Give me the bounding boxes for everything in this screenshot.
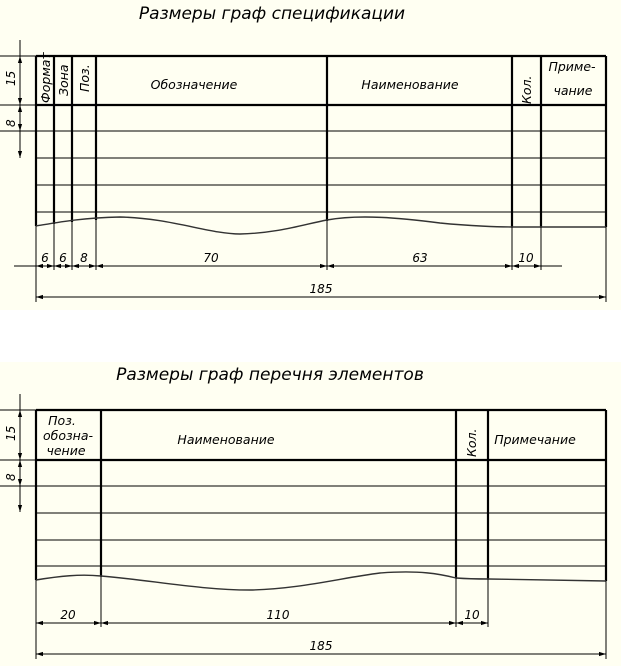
spec-dim-total: 185	[309, 282, 333, 296]
elements-dim-header-height: 15	[4, 425, 18, 441]
elements-header-pos-line1: Поз.	[48, 413, 76, 428]
spec-header-note-line2: чание	[553, 83, 593, 98]
elements-width-dimensions	[36, 576, 606, 659]
spec-break-line	[36, 217, 606, 234]
spec-dim-format: 6	[41, 251, 49, 265]
spec-dim-header-height: 15	[4, 70, 18, 86]
spec-header-note-line1: Приме-	[548, 59, 596, 74]
spec-header-format: Формат	[38, 52, 53, 103]
elements-row-lines	[36, 486, 606, 566]
spec-header-zone: Зона	[56, 64, 71, 96]
elements-dim-total: 185	[309, 639, 333, 653]
spec-height-dimension	[0, 40, 36, 158]
elements-height-dimension	[0, 394, 36, 512]
spec-dim-row-height: 8	[4, 119, 18, 127]
elements-dim-qty: 10	[464, 608, 480, 622]
elements-dim-row-height: 8	[4, 473, 18, 481]
elements-header-name: Наименование	[177, 432, 275, 447]
spec-header-designation: Обозначение	[150, 77, 238, 92]
spec-width-dimensions	[14, 220, 606, 302]
spec-dim-name: 63	[412, 251, 428, 265]
spec-table	[0, 4, 606, 302]
spec-dim-designation: 70	[203, 251, 219, 265]
elements-header-note: Примечание	[494, 432, 576, 447]
spec-row-lines	[36, 131, 606, 212]
elements-break-line	[36, 572, 606, 590]
spec-dim-qty: 10	[518, 251, 534, 265]
elements-dim-name: 110	[266, 608, 290, 622]
spec-dim-zone: 6	[59, 251, 67, 265]
elements-table	[0, 365, 606, 659]
elements-header-qty: Кол.	[464, 428, 479, 457]
elements-dim-pos: 20	[60, 608, 76, 622]
elements-title: Размеры граф перечня элементов	[116, 365, 424, 385]
spec-header-qty: Кол.	[519, 75, 534, 104]
spec-header-name: Наименование	[361, 77, 459, 92]
spec-header-pos: Поз.	[77, 64, 92, 92]
elements-header-pos-line2: обозна-	[43, 428, 93, 443]
spec-dim-pos: 8	[80, 251, 88, 265]
elements-header-pos-line3: чение	[46, 443, 86, 458]
spec-title: Размеры граф спецификации	[138, 4, 406, 24]
